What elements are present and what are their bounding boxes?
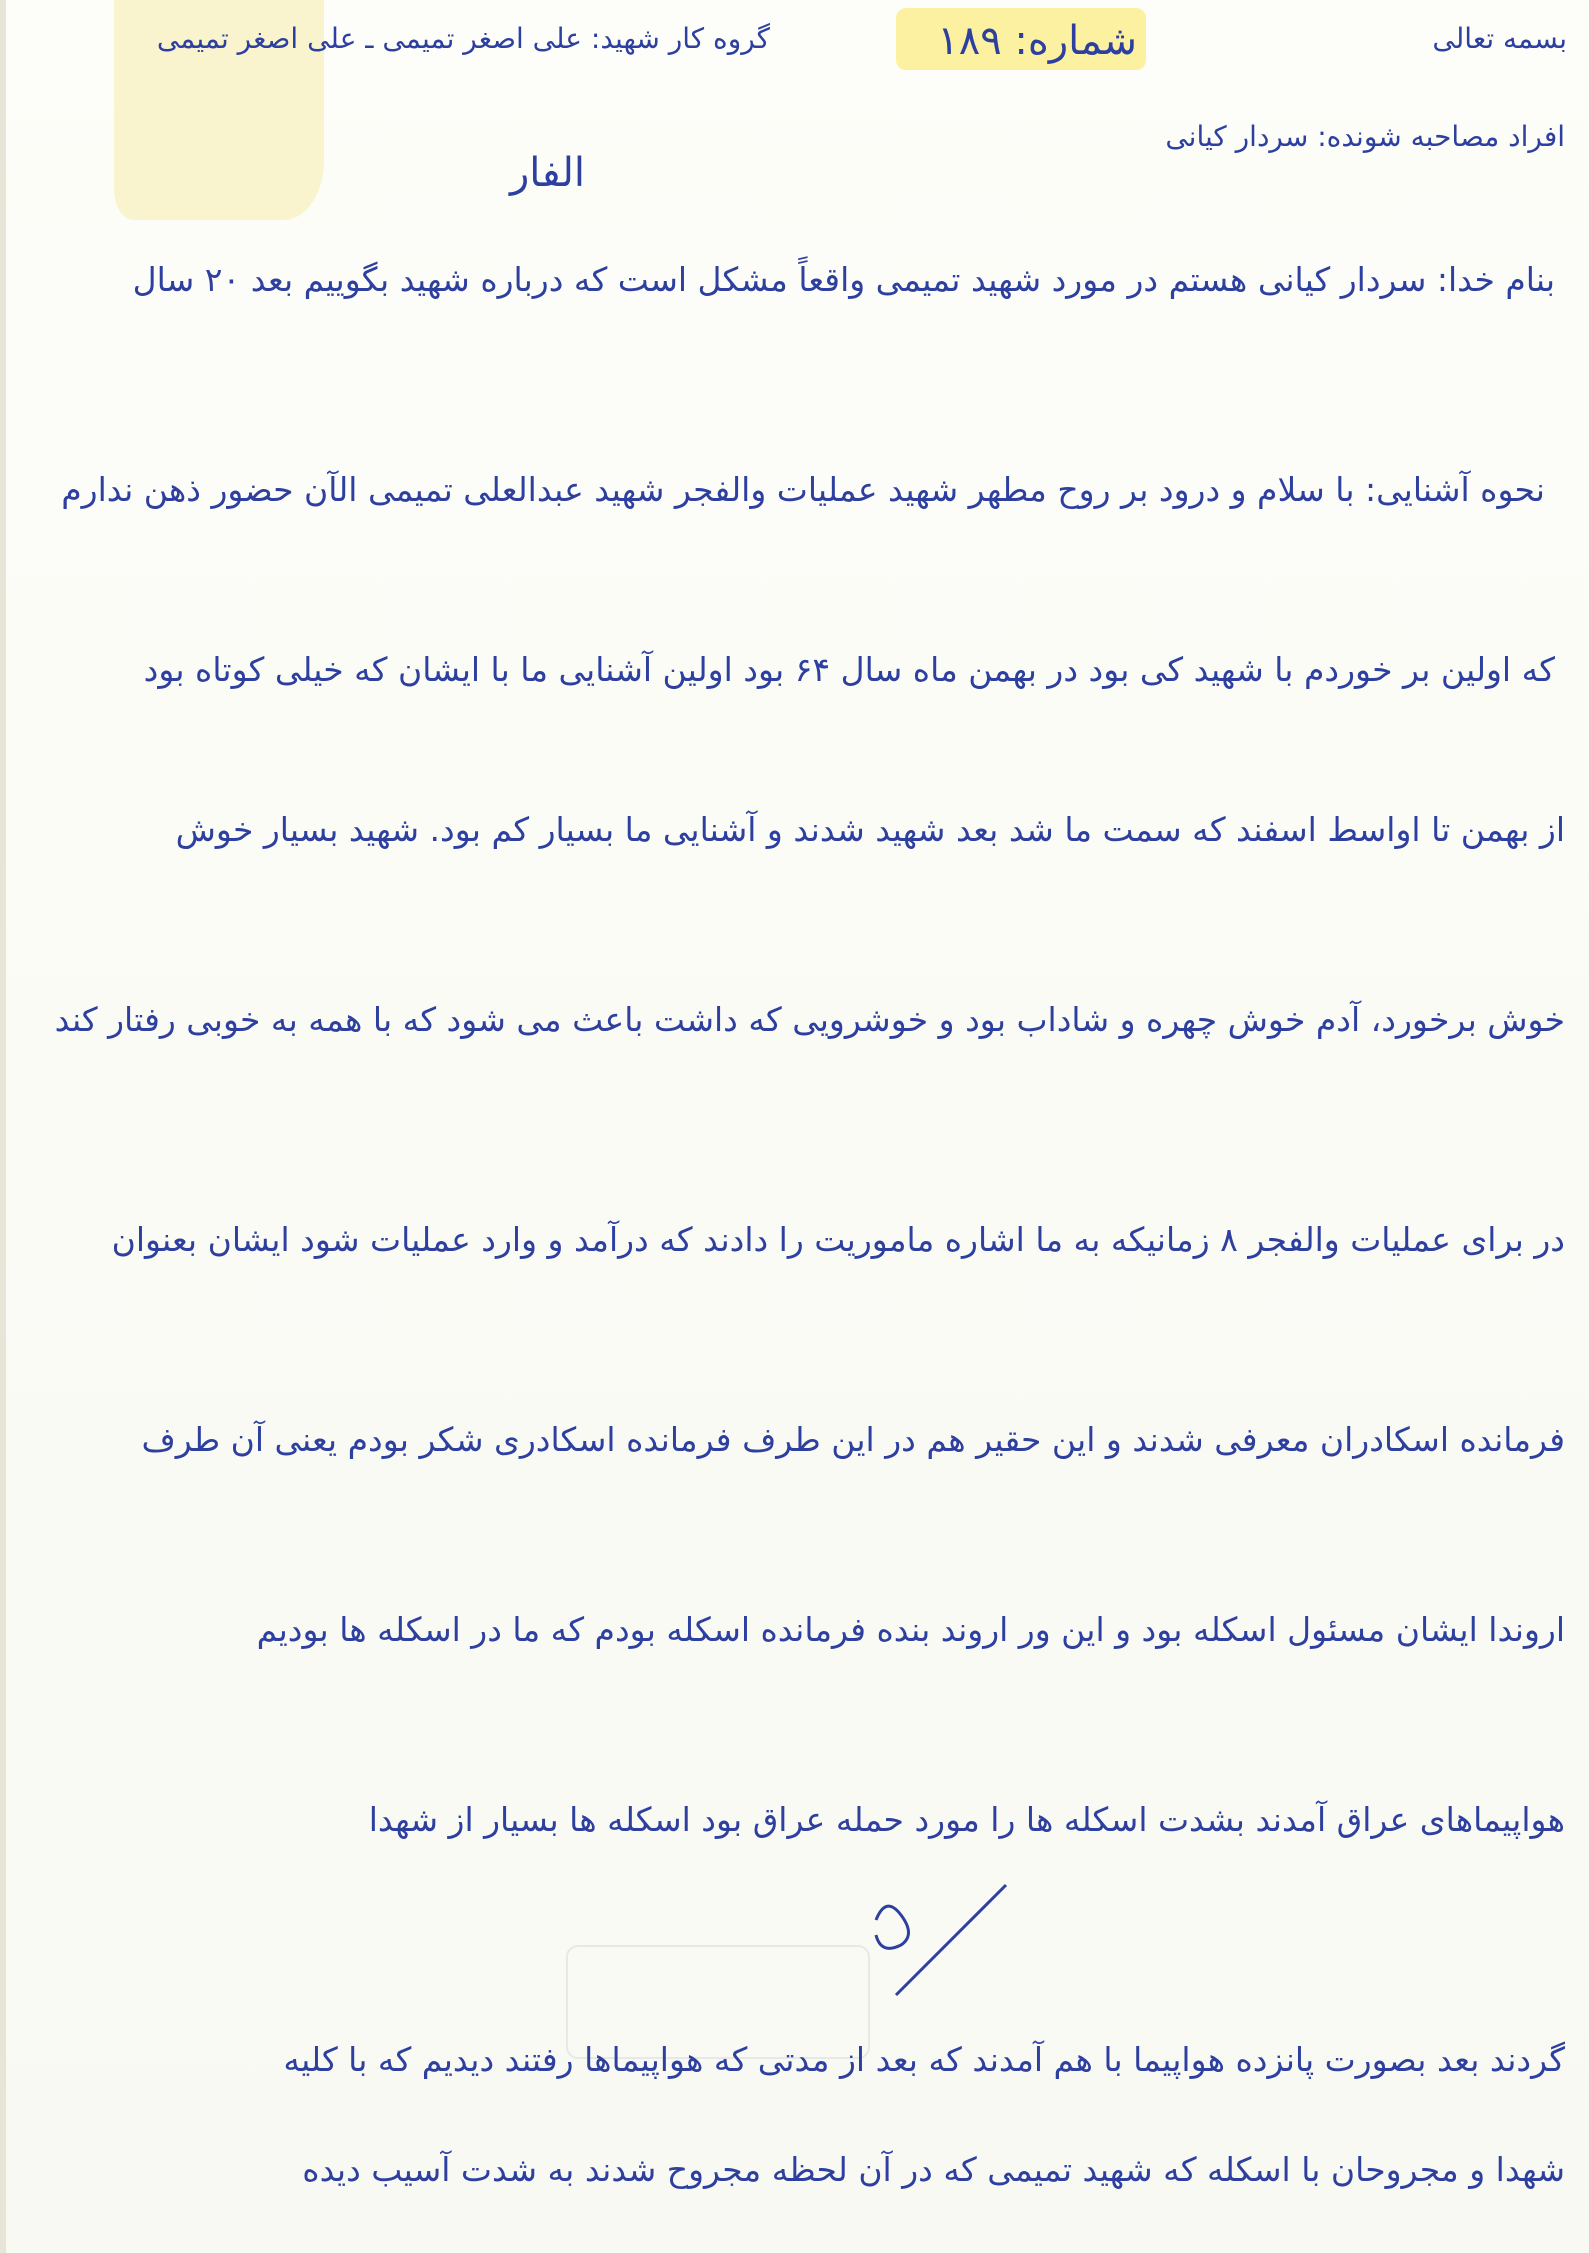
- title-word: الفار: [509, 150, 585, 196]
- text-line-1: بنام خدا: سردار کیانی هستم در مورد شهید تمیمی واقعاً مشکل است که درباره شهید بگوییم بعد ۲۰ سال: [132, 260, 1555, 299]
- text-line-4: از بهمن تا اواسط اسفند که سمت ما شد بعد شهید شدند و آشنایی ما بسیار کم بود. شهید بسیار خوش: [175, 810, 1565, 849]
- text-line-8: اروندا ایشان مسئول اسکله بود و این ور اروند بنده فرمانده اسکله بودم که ما در اسکله ها بودیم: [256, 1610, 1565, 1649]
- group-name: گروه کار شهید: علی اصغر تمیمی ـ علی اصغر تمیمی: [156, 22, 770, 55]
- document-number: شماره: ۱۸۹: [937, 18, 1137, 64]
- text-line-10: گردند بعد بصورت پانزده هواپیما با هم آمدند که بعد از مدتی که هواپیماها رفتند دیدیم که با کلیه: [283, 2040, 1565, 2079]
- text-line-2: نحوه آشنایی: با سلام و درود بر روح مطهر شهید عملیات والفجر شهید عبدالعلی تمیمی الآن حضور ذهن ندارم: [61, 470, 1545, 509]
- text-line-7: فرمانده اسکادران معرفی شدند و این حقیر هم در این طرف فرمانده اسکادری شکر بودم یعنی آن طرف: [141, 1420, 1565, 1459]
- text-line-6: در برای عملیات والفجر ۸ زمانیکه به ما اشاره ماموریت را دادند که درآمد و وارد عملیات شود ایشان بعنوان: [111, 1220, 1565, 1259]
- text-line-5: خوش برخورد، آدم خوش چهره و شاداب بود و خوشرویی که داشت باعث می شود که با همه به خوبی رفتار کند: [54, 1000, 1565, 1039]
- interviewee: افراد مصاحبه شونده: سردار کیانی: [1165, 120, 1565, 153]
- text-line-9: هواپیماهای عراق آمدند بشدت اسکله ها را مورد حمله عراق بود اسکله ها بسیار از شهدا: [368, 1800, 1565, 1839]
- text-line-11: شهدا و مجروحان با اسکله که شهید تمیمی که در آن لحظه مجروح شدند به شدت آسیب دیده: [302, 2150, 1565, 2189]
- slash-mark: [856, 1880, 1016, 2000]
- text-line-3: که اولین بر خوردم با شهید کی بود در بهمن ماه سال ۶۴ بود اولین آشنایی ما با ایشان که خیلی کوتاه بود: [143, 650, 1555, 689]
- basmala: بسمه تعالی: [1432, 22, 1567, 55]
